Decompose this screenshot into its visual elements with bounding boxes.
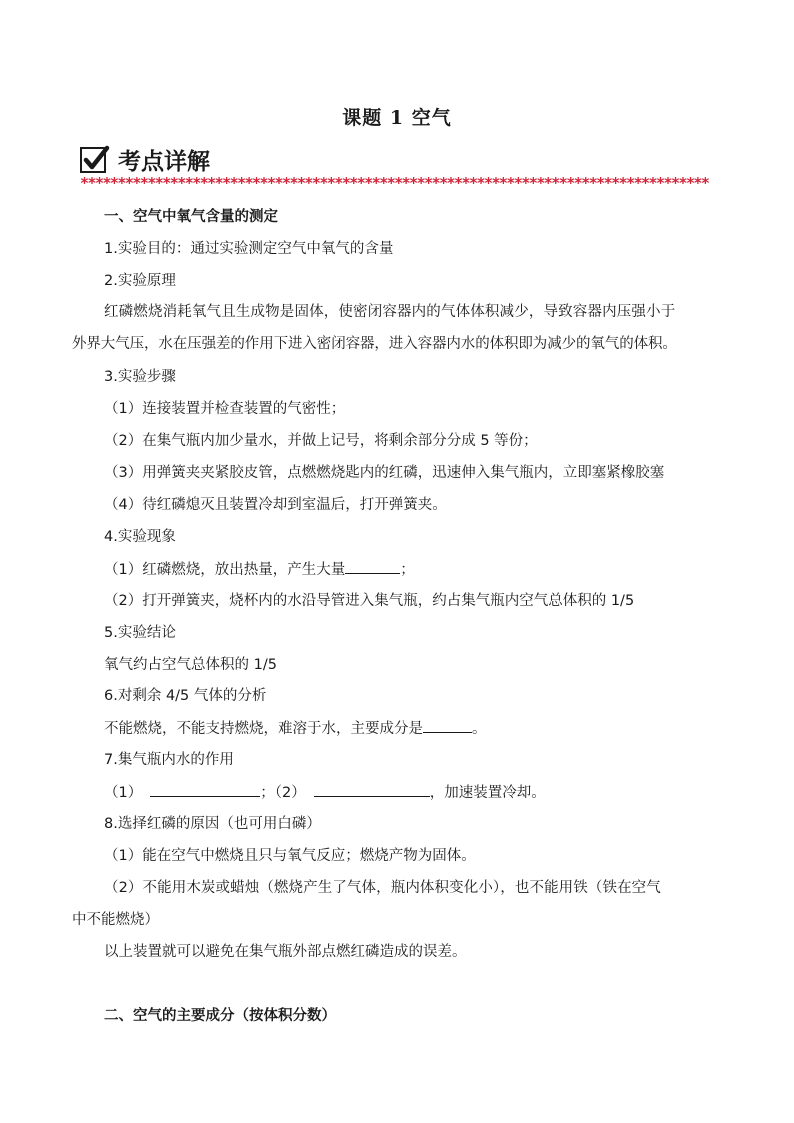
step-item: （1）连接装置并检查装置的气密性； [104,401,346,417]
fill-blank[interactable] [314,782,430,797]
doc-title: 课题 1 空气 [342,107,452,129]
text: ，加速装置冷却。 [429,785,546,801]
part2-heading: 二、空气的主要成分（按体积分数） [104,1008,336,1024]
reason-item: （1）能在空气中燃烧且只与氧气反应；燃烧产物为固体。 [104,848,476,864]
part1-heading: 一、空气中氧气含量的测定 [104,209,278,225]
reason-item: （2）不能用木炭或蜡烛（燃烧产生了气体，瓶内体积变化小），也不能用铁（铁在空气 [104,880,661,896]
checkbox-icon [80,147,106,173]
text: ；（2） [260,785,306,801]
section-title: 考点详解 [118,149,210,175]
paragraph: 红磷燃烧消耗氧气且生成物是固体，使密闭容器内的气体体积减少，导致容器内压强小于 [104,304,676,320]
paragraph: 5.实验结论 [104,625,176,641]
paragraph: 7.集气瓶内水的作用 [104,752,234,768]
step-item: （2）在集气瓶内加少量水，并做上记号，将剩余部分分成 5 等份； [104,433,538,449]
fill-blank[interactable] [423,718,472,733]
checkmark-icon [81,143,111,173]
text: （1） [104,785,143,801]
star-separator: ************************************************************************************ [80,174,709,192]
step-item: （4）待红磷熄灭且装置冷却到室温后，打开弹簧夹。 [104,497,447,513]
reason-item: 中不能燃烧） [72,912,159,928]
paragraph: 外界大气压，水在压强差的作用下进入密闭容器，进入容器内水的体积即为减少的氧气的体积。 [72,336,677,352]
fill-blank[interactable] [150,782,260,797]
paragraph: 3.实验步骤 [104,369,176,385]
paragraph: 以上装置就可以避免在集气瓶外部点燃红磷造成的误差。 [104,944,467,960]
fill-blank[interactable] [345,559,400,574]
text: 。 [472,721,487,737]
text: 不能燃烧，不能支持燃烧，难溶于水，主要成分是 [104,721,423,737]
paragraph: 8.选择红磷的原因（也可用白磷） [104,816,321,832]
analysis-item [104,718,487,739]
paragraph: 氧气约占空气总体积的 1/5 [104,657,277,673]
text: ； [400,562,415,578]
phenomenon-item [104,559,415,580]
paragraph: 2.实验原理 [104,273,176,289]
step-item: （3）用弹簧夹夹紧胶皮管，点燃燃烧匙内的红磷，迅速伸入集气瓶内，立即塞紧橡胶塞 [104,465,665,481]
paragraph: 6.对剩余 4/5 气体的分析 [104,688,267,704]
paragraph: 1.实验目的：通过实验测定空气中氧气的含量 [104,241,394,257]
water-role-item [104,782,546,803]
paragraph: 4.实验现象 [104,529,176,545]
text: （1）红磷燃烧，放出热量，产生大量 [104,562,346,578]
phenomenon-item: （2）打开弹簧夹，烧杯内的水沿导管进入集气瓶，约占集气瓶内空气总体积的 1/5 [104,593,635,609]
